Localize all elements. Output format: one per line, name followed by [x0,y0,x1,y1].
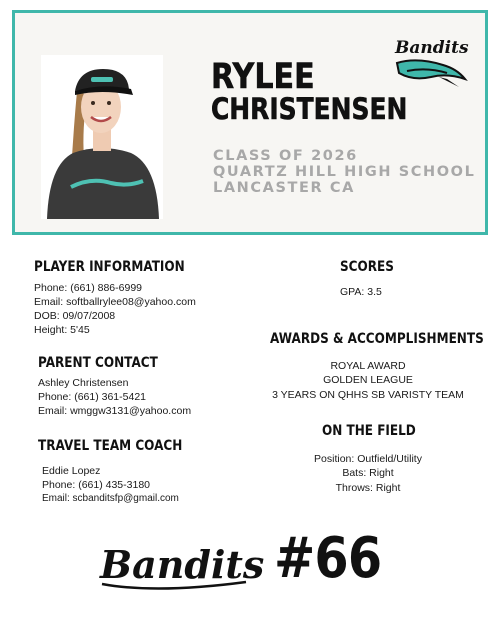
jersey-number: #66 [274,526,382,591]
parent-phone: Phone: (661) 361-5421 [38,391,146,403]
field-bats: Bats: Right [342,467,394,479]
field-position: Position: Outfield/Utility [314,453,422,465]
bandits-script-logo [96,536,264,598]
gpa-value: GPA: 3.5 [340,286,382,298]
parent-contact-heading: PARENT CONTACT [38,355,158,371]
parent-name: Ashley Christensen [38,377,129,389]
coach-name: Eddie Lopez [42,465,101,477]
player-last-name: CHRISTENSEN [211,92,408,126]
svg-text:Bandits: Bandits [100,542,264,587]
scores-heading: SCORES [340,259,394,275]
player-height: Height: 5'45 [34,324,90,336]
travel-coach-heading: TRAVEL TEAM COACH [38,438,183,454]
award-item: GOLDEN LEAGUE [323,374,413,386]
field-throws: Throws: Right [335,482,401,494]
award-item: ROYAL AWARD [330,360,406,372]
award-item: 3 YEARS ON QHHS SB VARISTY TEAM [272,389,464,401]
parent-email: Email: wmggw3131@yahoo.com [38,405,192,417]
player-header-card [12,10,488,235]
awards-heading: AWARDS & ACCOMPLISHMENTS [270,331,484,347]
school-name: QUARTZ HILL HIGH SCHOOL [213,164,476,180]
player-email: Email: softballrylee08@yahoo.com [34,296,196,308]
coach-email: Email: scbanditsfp@gmail.com [42,493,179,504]
player-dob: DOB: 09/07/2008 [34,310,116,322]
player-first-name: RYLEE [211,57,315,97]
coach-phone: Phone: (661) 435-3180 [42,479,150,491]
player-phone: Phone: (661) 886-6999 [34,282,142,294]
location: LANCASTER CA [213,180,355,196]
svg-text:Bandits: Bandits [395,38,469,58]
class-year: CLASS OF 2026 [213,148,358,164]
player-photo [41,55,163,219]
on-field-heading: ON THE FIELD [322,423,416,439]
player-info-heading: PLAYER INFORMATION [34,259,185,275]
